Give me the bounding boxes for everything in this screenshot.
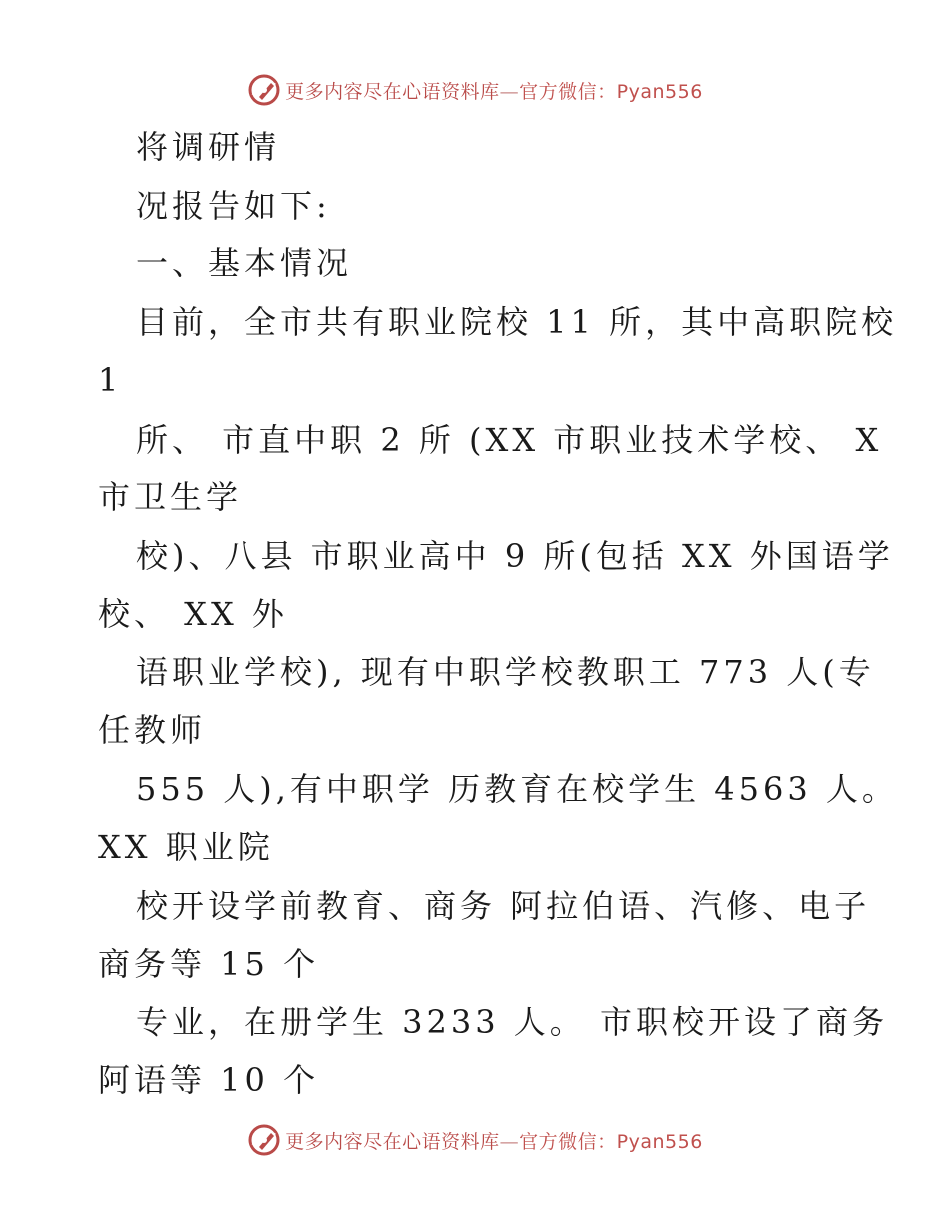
body-line: 阿语等 10 个 (98, 1061, 320, 1099)
watermark-separator: — (499, 1130, 520, 1153)
watermark-brand: 更多内容尽在心语资料库 (285, 1130, 500, 1153)
body-line: 校、 XX 外 (98, 595, 288, 633)
body-line: 专业，在册学生 3233 人。 市职校开设了商务 (136, 1003, 888, 1041)
watermark-wechat: 官方微信：Pyan556 (519, 1130, 703, 1153)
footer-watermark (0, 1120, 950, 1160)
body-line: 目前，全市共有职业院校 11 所，其中高职院校 (136, 303, 898, 341)
watermark-brand: 更多内容尽在心语资料库 (285, 80, 500, 103)
section-heading: 一、基本情况 (136, 244, 353, 282)
watermark-group (247, 1123, 703, 1157)
watermark-text (285, 1127, 703, 1154)
body-line: 市卫生学 (98, 478, 243, 516)
watermark-wechat: 官方微信：Pyan556 (519, 80, 703, 103)
body-line: 校)、八县 市职业高中 9 所(包括 XX 外国语学 (136, 537, 894, 575)
pen-swirl-icon (247, 1123, 281, 1157)
body-line: 所、 市直中职 2 所 (XX 市职业技术学校、 X (136, 421, 883, 459)
body-line: 校开设学前教育、商务 阿拉伯语、汽修、电子 (136, 887, 871, 925)
watermark-separator: — (499, 80, 520, 103)
body-line: 555 人),有中职学 历教育在校学生 4563 人。 (136, 770, 898, 808)
body-line: 将调研情 (136, 128, 281, 166)
body-line: 况报告如下: (136, 187, 331, 225)
body-line: 商务等 15 个 (98, 945, 320, 983)
body-line: 语职业学校), 现有中职学校教职工 773 人(专 (136, 653, 875, 691)
body-line: 任教师 (98, 711, 207, 749)
body-line: 1 (98, 361, 123, 399)
body-line: XX 职业院 (98, 828, 274, 866)
